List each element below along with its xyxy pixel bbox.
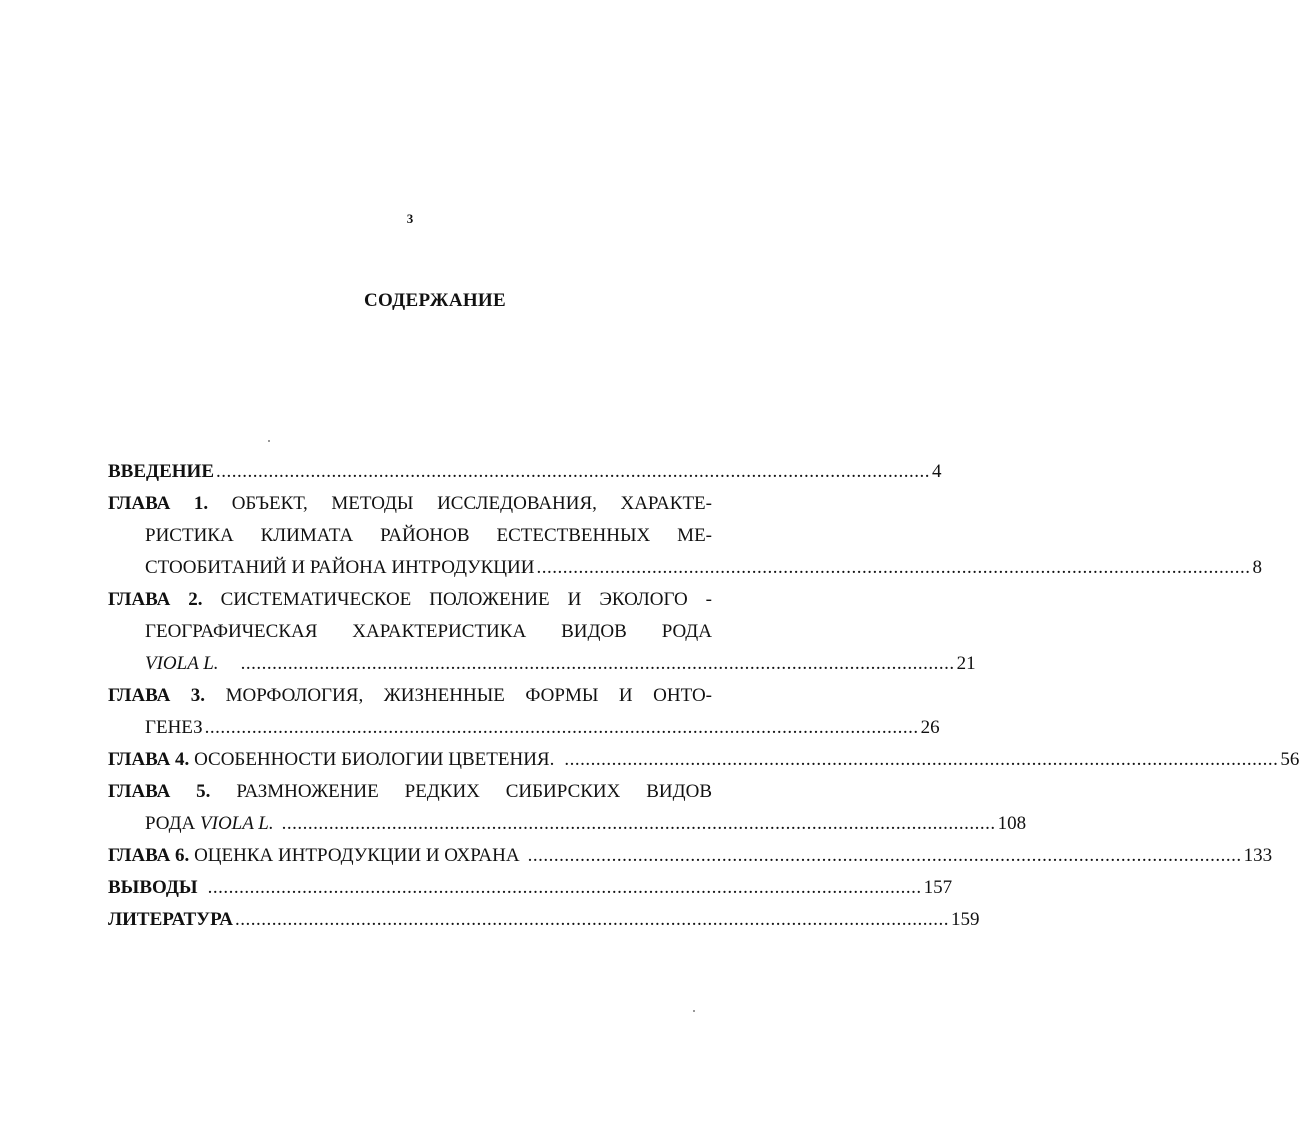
toc-intro-label: ВВЕДЕНИЕ [108, 461, 214, 482]
toc-ch1-line3: СТООБИТАНИЙ И РАЙОНА ИНТРОДУКЦИИ [145, 557, 535, 578]
dot-leader: ........................................................................................................................................ [564, 749, 1279, 770]
toc-ch2-label: ГЛАВА 2. [108, 589, 203, 610]
toc-ch1-page: 8 [1252, 557, 1262, 578]
toc-ch5-line2-prefix: РОДА [145, 813, 196, 834]
page-title: СОДЕРЖАНИЕ [364, 290, 506, 311]
toc-ch2-last [108, 648, 976, 680]
toc-ch4-label: ГЛАВА 4. [108, 749, 190, 770]
dot-leader: ........................................................................................................................................ [235, 909, 950, 930]
toc-ch3-page: 26 [920, 717, 940, 738]
toc-entry-ch4 [108, 744, 1299, 776]
dot-leader: ........................................................................................................................................ [207, 877, 922, 898]
scan-speck [693, 1010, 695, 1012]
toc-ch5-line2-italic: VIOLA L. [200, 813, 274, 834]
toc-entry-literature [108, 904, 980, 936]
dot-leader: ........................................................................................................................................ [240, 653, 955, 674]
toc-ch5-label: ГЛАВА 5. [108, 781, 211, 802]
toc-entry-ch1 [108, 488, 712, 520]
toc-ch2-line2: ГЕОГРАФИЧЕСКАЯ ХАРАКТЕРИСТИКА ВИДОВ РОДА [145, 621, 712, 642]
dot-leader: ........................................................................................................................................ [216, 461, 930, 482]
toc-ch1-last [108, 552, 1262, 584]
toc-ch4-page: 56 [1280, 749, 1299, 770]
dot-leader: ........................................................................................................................................ [204, 717, 919, 738]
toc-ch2-line3: VIOLA L. [145, 653, 219, 674]
toc-ch3-line2: ГЕНЕЗ [145, 717, 203, 738]
page-number: 3 [406, 211, 414, 226]
dot-leader: ........................................................................................................................................ [281, 813, 996, 834]
toc-entry-conclusions [108, 872, 953, 904]
toc-ch2-page: 21 [956, 653, 976, 674]
toc-ch5-line1: РАЗМНОЖЕНИЕ РЕДКИХ СИБИРСКИХ ВИДОВ [236, 781, 712, 802]
toc-literature-label: ЛИТЕРАТУРА [108, 909, 234, 930]
toc-ch6-page: 133 [1243, 845, 1273, 866]
toc-entry-ch5 [108, 776, 712, 808]
toc-ch1-label: ГЛАВА 1. [108, 493, 209, 514]
toc-ch3-last [108, 712, 940, 744]
toc-ch6-line1: ОЦЕНКА ИНТРОДУКЦИИ И ОХРАНА [194, 845, 520, 866]
toc-entry-ch6 [108, 840, 1273, 872]
toc-entry-ch3 [108, 680, 712, 712]
toc-ch2-cont [108, 616, 712, 648]
dot-leader: ........................................................................................................................................ [536, 557, 1251, 578]
dot-leader: ........................................................................................................................................ [527, 845, 1242, 866]
toc-ch5-last [108, 808, 1027, 840]
toc-ch5-page: 108 [997, 813, 1027, 834]
toc-conclusions-label: ВЫВОДЫ [108, 877, 198, 898]
toc-ch3-label: ГЛАВА 3. [108, 685, 206, 706]
toc-ch4-line1: ОСОБЕННОСТИ БИОЛОГИИ ЦВЕТЕНИЯ. [194, 749, 555, 770]
scan-speck [268, 440, 270, 442]
toc-ch2-line1: СИСТЕМАТИЧЕСКОЕ ПОЛОЖЕНИЕ И ЭКОЛОГО - [220, 589, 713, 610]
toc-ch1-cont [108, 520, 712, 552]
toc-ch1-line1: ОБЪЕКТ, МЕТОДЫ ИССЛЕДОВАНИЯ, ХАРАКТЕ- [231, 493, 712, 514]
toc-entry-ch2 [108, 584, 712, 616]
toc-literature-page: 159 [951, 909, 980, 930]
toc-ch1-line2: РИСТИКА КЛИМАТА РАЙОНОВ ЕСТЕСТВЕННЫХ МЕ- [145, 525, 712, 546]
toc-intro-page: 4 [932, 461, 942, 482]
toc-entry-intro [108, 456, 942, 488]
toc-ch3-line1: МОРФОЛОГИЯ, ЖИЗНЕННЫЕ ФОРМЫ И ОНТО- [225, 685, 712, 706]
table-of-contents [108, 456, 1299, 936]
toc-ch6-label: ГЛАВА 6. [108, 845, 190, 866]
toc-conclusions-page: 157 [923, 877, 953, 898]
